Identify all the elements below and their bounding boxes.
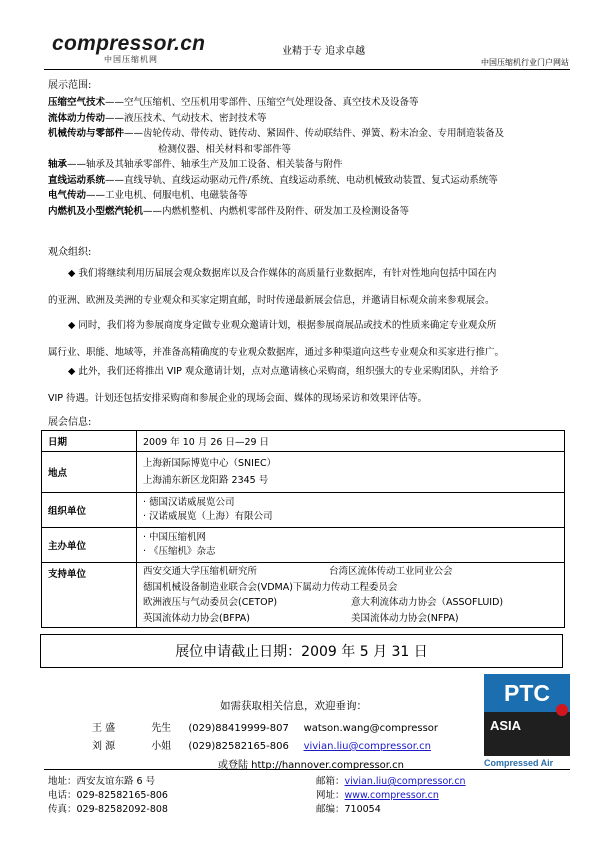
contact-title: 小姐 bbox=[151, 741, 172, 752]
row-value: · 德国汉诺威展览公司 · 汉诺威展览（上海）有限公司 bbox=[137, 493, 565, 528]
application-deadline: 展位申请截止日期：2009 年 5 月 31 日 bbox=[40, 634, 563, 668]
scope-item: 直线运动系统——直线导轨、直线运动驱动元件/系统、直线运动系统、电动机械致动装置、复式运动系统等 bbox=[48, 174, 498, 186]
row-value: 西安交通大学压缩机研究所 台湾区流体传动工业同业公会 德国机械设备制造业联合会(VDMA)下属动力传动工程委员会 欧洲液压与气动委员会(CETOP) 意大利流体动力协会（ASSOFLUID) 英国流体动力协会(BFPA) 美国流体动力协会(NFPA) bbox=[137, 563, 565, 628]
slogan: 业精于专 追求卓越 bbox=[282, 46, 366, 57]
exhibition-title: 展会信息: bbox=[48, 417, 92, 428]
audience-title: 观众组织: bbox=[48, 247, 92, 258]
contact-email[interactable]: watson.wang@compressor bbox=[303, 723, 439, 734]
logo-text: compressor.cn bbox=[52, 32, 206, 55]
row-value: 上海新国际博览中心（SNIEC） 上海浦东新区龙阳路 2345 号 bbox=[137, 452, 565, 493]
contact-name: 王 盛 bbox=[92, 723, 116, 734]
footer-web: 网址：www.compressor.cn bbox=[316, 790, 439, 801]
row-value: 2009 年 10 月 26 日—29 日 bbox=[137, 431, 565, 452]
ptc-asia-logo bbox=[484, 674, 570, 756]
audience-paragraph: ◆ 此外，我们还将推出 VIP 观众邀请计划，点对点邀请核心采购商，组织强大的专业采购团队，并给予 VIP 待遇。计划还包括安排采购商和参展企业的现场会面、媒体的现场采访和效果评估等。 bbox=[48, 366, 499, 404]
contact-row bbox=[92, 719, 438, 734]
contact-phone: (029)82582165-806 bbox=[188, 741, 289, 752]
contact-row bbox=[92, 737, 431, 752]
table-row bbox=[42, 431, 565, 452]
scope-item: 电气传动——工业电机、伺服电机、电磁装备等 bbox=[48, 190, 248, 201]
scope-item-continued: 检测仪器、相关材料和零部件等 bbox=[158, 143, 292, 155]
visit-website[interactable]: 或登陆 http://hannover.compressor.cn bbox=[218, 760, 405, 771]
scope-item: 流体动力传动——液压技术、气动技术、密封技术等 bbox=[48, 112, 267, 124]
row-key: 地点 bbox=[42, 452, 137, 493]
footer-divider bbox=[44, 769, 570, 770]
compressor-logo bbox=[52, 32, 206, 64]
footer-zip: 邮编：710054 bbox=[316, 804, 381, 815]
contact-title: 先生 bbox=[151, 723, 172, 734]
logo-subtext: 中国压缩机网 bbox=[104, 55, 158, 64]
row-key: 支持单位 bbox=[42, 563, 137, 628]
footer-web-link[interactable]: www.compressor.cn bbox=[344, 790, 439, 801]
footer-phone: 电话：029-82582165-806 bbox=[48, 790, 168, 801]
table-row bbox=[42, 493, 565, 528]
scope-item: 内燃机及小型燃汽轮机——内燃机整机、内燃机零部件及附件、研发加工及检测设备等 bbox=[48, 205, 410, 217]
scope-list bbox=[48, 95, 504, 219]
exhibition-info-table bbox=[41, 430, 565, 628]
contact-name: 刘 源 bbox=[92, 741, 116, 752]
row-key: 日期 bbox=[42, 431, 137, 452]
row-key: 组织单位 bbox=[42, 493, 137, 528]
table-row bbox=[42, 563, 565, 628]
row-value: · 中国压缩机网 · 《压缩机》杂志 bbox=[137, 528, 565, 563]
scope-item: 机械传动与零部件——齿轮传动、带传动、链传动、紧固件、传动联结件、弹簧、粉末冶金、专用制造装备及 bbox=[48, 128, 505, 139]
table-row bbox=[42, 528, 565, 563]
footer-mail-link[interactable]: vivian.liu@compressor.cn bbox=[344, 776, 466, 787]
ptc-text: PTC bbox=[484, 674, 570, 712]
audience-paragraph: ◆ 同时，我们将为参展商度身定做专业观众邀请计划，根据参展商展品或技术的性质来确定专业观众所 属行业、职能、地域等，并准备高精确度的专业观众数据库，通过多种渠道向这些专业观众和买家进行推广。 bbox=[48, 320, 505, 358]
scope-item: 轴承——轴承及其轴承零部件、轴承生产及加工设备、相关装备与附件 bbox=[48, 159, 343, 170]
portal-tagline: 中国压缩机行业门户网站 bbox=[481, 58, 569, 67]
footer-fax: 传真：029-82582092-808 bbox=[48, 804, 168, 815]
contact-phone: (029)88419999-807 bbox=[188, 723, 289, 734]
contact-email-link[interactable]: vivian.liu@compressor.cn bbox=[303, 741, 431, 752]
ptc-caption: Compressed Air bbox=[484, 758, 554, 768]
scope-title: 展示范围: bbox=[48, 80, 92, 91]
footer-mail: 邮箱：vivian.liu@compressor.cn bbox=[316, 776, 466, 787]
red-dot-icon bbox=[556, 704, 568, 716]
contact-heading: 如需获取相关信息，欢迎垂询： bbox=[220, 700, 367, 712]
header-divider bbox=[44, 69, 570, 70]
footer-address: 地址：西安友谊东路 6 号 bbox=[48, 776, 156, 787]
audience-paragraph: ◆ 我们将继续利用历届展会观众数据库以及合作媒体的高质量行业数据库，有针对性地向包括中国在内 的亚洲、欧洲及美洲的专业观众和买家定期直邮，时时传递最新展会信息，并邀请目标观众前来参观展会。 bbox=[48, 268, 497, 306]
scope-item: 压缩空气技术——空气压缩机、空压机用零部件、压缩空气处理设备、真空技术及设备等 bbox=[48, 97, 419, 108]
table-row bbox=[42, 452, 565, 493]
row-key: 主办单位 bbox=[42, 528, 137, 563]
asia-text: ASIA bbox=[490, 718, 522, 733]
